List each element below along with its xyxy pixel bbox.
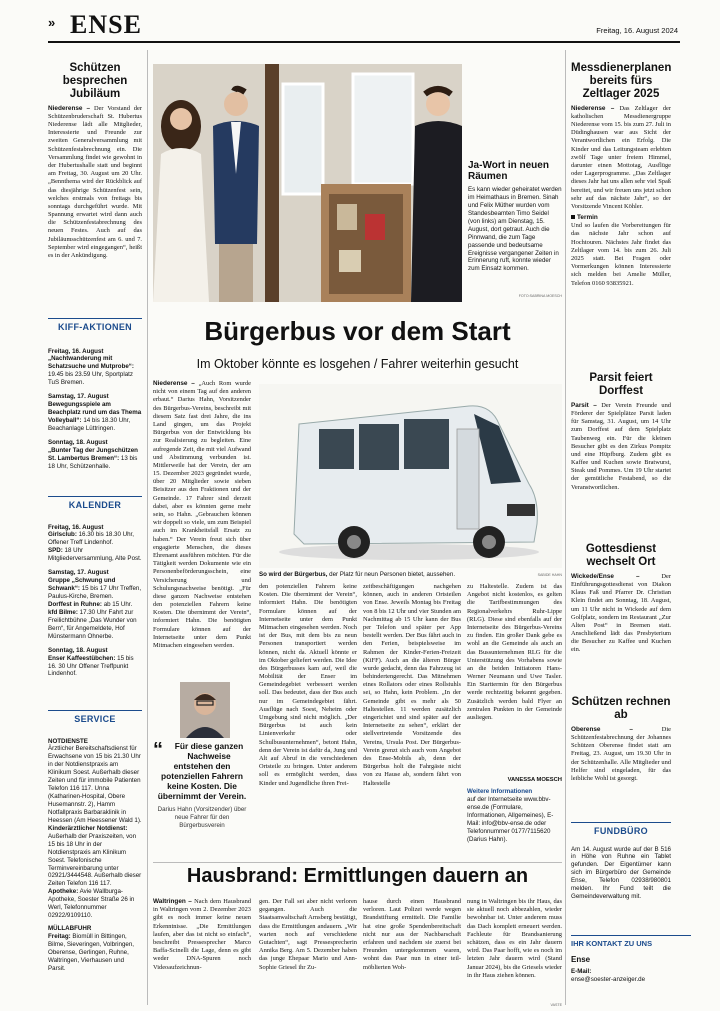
entry-title: Dorffest in Ruhne: (48, 600, 102, 608)
entry-text (48, 601, 142, 609)
box-fundbuero (571, 822, 671, 901)
kiff-list (48, 348, 142, 471)
hausbrand-col1 (153, 898, 251, 1008)
email-label: E-Mail: (571, 967, 592, 975)
body-text: Nach dem Hausbrand in Waltringen vom 2. Dezember 2023 gibt es noch immer keine neuen Erkenntnisse. „Die Ermittlungen laufen, aber das ist nicht so einfach“, beschreibt Pressesprecher Marco Baffa-Scinelli die Lage, denn es gibt weder DNA-Spuren noch Videoaufzeichnun- (153, 898, 251, 971)
bus-photo (259, 384, 562, 568)
fundbuero-text: Am 14. August wurde auf der B 516 in Höhe von Ruhne ein Tablet gefunden. Der Eigentümer kann sich im Bürgerbüro der Gemeinde Ense, Telefon 02938/980801 melden. Ihr Fund teilt die Gemeindeverwaltung mit. (571, 845, 671, 901)
hausbrand-col3: hause durch einen Hausbrand verloren. Laut Polizei werde wegen Brandstiftung ermittelt. Die Familie hat eine große Spendenbereitschaft nicht nur aus der Nachbarschaft erfahren und nachdem sie zuerst bei Freunden untergekommen waren, wohnt das Paar nun in einer teil-möblierten Woh- (363, 898, 461, 971)
kontakt-place: Ense (571, 954, 591, 964)
buergerbus-headline: Bürgerbus vor dem Start (204, 316, 511, 346)
buergerbus-col2: den potenziellen Fahrern keine Kosten. Die übernimmt der Verein“, informiert Hahn. Die benötigten Formulare können auf der Internetseite unter dem Punkt Mitmachen eingesehen werden. Noch ist der Bus, mit dem bis zu neun Personen transportiert werden können, nicht da. Aktuell könnte er im Oktober geliefert werden. Die Idee des Bürgerbusses kam auf, weil die Mobilität der Enser im Gemeindegebiet verbessert werden soll. Das bedeutet, dass der Bus auch nur im Gemeindegebiet fährt. Ausflüge nach Soest, Neheim oder Umgebung sind nicht möglich. „Der Bürgerbus ist auch kein Linienverkehr oder Schulbusunternehmen“, betont Hahn, denn der Verein ist dafür da, Jung und Alt auf Abruf in die verschiedenen Ortsteile zu bringen. Unter anderem soll es ermöglicht werden, dass Kinder und Jugendliche ihren Frei- (259, 583, 357, 787)
kalender-list (48, 524, 142, 679)
quote-mark-icon: “ (153, 739, 163, 761)
kicker: Waltringen – (153, 898, 192, 905)
buergerbus-col4 (467, 583, 562, 844)
kinder-head: Kinderärztlicher Notdienst: (48, 824, 128, 832)
muell-day: Freitag: (48, 933, 71, 941)
entry-date: Samstag, 17. August (48, 393, 109, 401)
article-schuetzen-jubilaeum (48, 62, 142, 260)
entry-title: SPD: (48, 547, 63, 555)
section-title: ENSE (70, 10, 142, 39)
entry-title: „Nachtwanderung mit Schatzsuche und Mutprobe“: (48, 355, 134, 371)
caption-text: Es kann wieder geheiratet werden im Heimathaus in Bremen. Sinah und Felix Müther wurden vom Standesbeamten Timo Seidel (von links) am Dienstag, 15. August, dort getraut. Auch die Pinnwand, die zum Tage passende und bedeutsame Ereignisse vergangener Zeiten in Erinnerung ruft, konnte wieder zum Einsatz kommen. (468, 186, 562, 273)
bus-caption-bold: So wird der Bürgerbus, (259, 571, 328, 578)
hausbrand-col4: nung in Waltringen bis ihr Haus, das sie aktuell noch abbezahlen, wieder bewohnbar ist. Unter anderem muss das Dach komplett erneuert werden. Fachleute für Brandsanierung schätzen, dass es ein Jahr dauern wird. Das Paar hofft, wie es noch im letzten Jahr dauern wird (Stand Januar 2024), bis die Griesels wieder in ihr Haus ziehen können. (467, 898, 562, 979)
box-kiff (48, 318, 142, 477)
entry-title: Enser Kaffeestübchen: (48, 654, 116, 662)
article-schuetzen-rechnen (571, 696, 671, 783)
hausbrand-col2: gen. Der Fall sei aber nicht verloren gegangen. Auch die Staatsanwaltschaft Arnsberg bestätigt, dass die Ermittlungen andauern. „Wir warten noch auf verschiedene Gutachten“, sagt Pressesprecherin Annika Berg. Am 5. Dezember haben das junge Ehepaar Mario und Ann-Sophie Griesel ihr Zu- (259, 898, 357, 971)
headline: Parsit feiert Dorffest (589, 372, 653, 397)
headline: Schützen besprechen Jubiläum (62, 62, 128, 100)
notdienste-head: NOTDIENSTE (48, 737, 88, 745)
bus-caption (259, 571, 499, 579)
body-text: Das Zeltlager der katholischen Messdienergruppe Niederense vom 15. bis zum 27. Juli in Düdinghausen war aus Sicht der Verantwortlichen ein Erfolg. Die Kinder und das Leitungsteam erlebten zwölf Tage unter freiem Himmel, darunter einen Mottotag, Ausflüge oder Lagerprogramme. „Das Zeltlager dieses Jahr hat uns allen sehr viel Spaß bereitet, und wir freuen uns jetzt schon sehr auf das nächste Jahr“, so der Vorsitzende Vincent Köhler. (571, 104, 671, 210)
entry-text (48, 447, 142, 471)
termin-head: Termin (571, 214, 671, 222)
body-text: Der Vorstand der Schützenbruderschaft St. Hubertus Niederense lädt alle Mitglieder, Interessierte und Freunde zur zweiten Generalversammlung mit Schützenfestabrechnung ein. Die Versammlung findet wie gewohnt in der Hubertushalle statt und beginnt am Freitag, 30. August um 20 Uhr. „Bennthema wird der Rückblick auf das diesjährige Schützenfest sein, welches erstmals von freitags bis sonntags durchgeführt wurde. Mit Spannung erwartet wird dann auch die Schützenfestabrechnung des neuen Festes. Auch auf das Jubiläumsschützenfest am 6. und 7. September wird eingegangen“, heißt es in der Ankündigung. (48, 104, 142, 259)
entry-detail: 15 bis 16. 30 Uhr Offener Treffpunkt Lindenhof. (48, 654, 134, 678)
entry-title: kfd Bilme: (48, 608, 78, 616)
bus-caption-text: der Platz für neun Personen bietet, aussehen. (327, 571, 456, 578)
entry-title: Bewegungsspiele am Beachplatz rund um das Thema Volleyball“: (48, 401, 142, 425)
quote-author: Darius Hahn (Vorsitzender) über neue Fahrer für den Bürgerbusverein (157, 806, 247, 830)
entry-title: Girlsclub: (48, 531, 77, 539)
apotheke-head: Apotheke: (48, 888, 79, 896)
entry-date: Sonntag, 18. August (48, 646, 108, 654)
entry-detail: 16.30 bis 18.30 Uhr, Offener Treff Lindenhof. (48, 531, 134, 547)
box-title: FUNDBÜRO (571, 822, 671, 838)
kicker: Wickede/Ense – (571, 572, 640, 580)
entry-text (48, 401, 142, 433)
entry-date: Freitag, 16. August (48, 523, 104, 531)
author: VANESSA MOESCH (507, 777, 562, 783)
muell-head: MÜLLABFUHR (48, 925, 92, 933)
caption-headline: Ja-Wort in neuen Räumen (468, 160, 549, 182)
portrait-image (180, 682, 230, 738)
kicker: Niederense – (571, 104, 615, 112)
pull-quote (153, 739, 251, 830)
hausbrand-credit: VASTE (550, 1003, 562, 1007)
entry-text (48, 355, 142, 387)
kalender-entry (48, 569, 142, 640)
entry-detail: 18 Uhr Mitgliederversammlung, Alte Post. (48, 547, 142, 563)
box-kontakt (571, 935, 691, 984)
entry-text (48, 531, 142, 547)
entry-detail: ab 15 Uhr. (101, 600, 133, 608)
muell-text: Biomüll in Bittingen, Bilme, Sieveringen, Volbringen, Oberense, Gerlingen, Ruhne, Waltringen, Vierhausen und Parsit. (48, 933, 134, 972)
email-link[interactable]: ense@soester-anzeiger.de (571, 975, 646, 983)
square-bullet-icon (571, 215, 575, 219)
headline: Schützen rechnen ab (571, 696, 671, 721)
wedding-photo (153, 64, 462, 302)
entry-title: Gruppe „Schwung und Schwank“: (48, 577, 116, 593)
kiff-entry (48, 439, 142, 471)
kicker: Oberense – (571, 725, 633, 733)
entry-detail: 15 bis 17 Uhr Treffen, Paulus-Kirche, Bremen. (48, 585, 142, 601)
buergerbus-col3: zeitbeschäftigungen nachgehen können, auch in anderen Ortsteilen von Ense. Jeweils Montag bis Freitag von 8 bis 12 Uhr und vier Stunden am Nachmittag ab 15 Uhr kann der Bus per Telefon und später per App bestellt werden. Der Bus fährt auch in den Ferien, beispielsweise im Rahmen der Kinder-Ferien-Freizeit (KiFF). Auch an die älteren Bürger wurde gedacht, denn das Fahrzeug ist behindertengerecht. Das Mitnehmen eines Rollators oder eines Rollstuhls sei, so Hahn, kein Problem. „In der Gemeinde gibt es mehr als 50 Haltestellen. 11 werden zusätzlich eingerichtet und sind später auf der Internetseite zu sehen“, erklärt der stellvertretende Vorsitzende des Vereins, Ursula Post. Der Bürgerbus-Verein grenzt sich auch vom Angebot des Ense-Mobils ab, denn der Bürgerbus holt die Fahrgäste nicht von zu Hause ab, sondern fährt von Haltestelle (363, 583, 461, 787)
wedding-photo-image (153, 64, 462, 302)
entry-date: Samstag, 17. August (48, 569, 109, 577)
box-title: KIFF-AKTIONEN (48, 318, 142, 334)
kinder-text: Außerhalb der Praxiszeiten, von 15 bis 18 Uhr in der Notdienstpraxis am Klinikum Soest. Telefonische Terminvereinbarung unter 02921/3444548. Außerhalb dieser Zeiten Telefon 116 117. (48, 832, 142, 888)
info-head: Weitere Informationen (467, 788, 533, 796)
entry-detail: 17.30 Uhr Fahrt zur Freilichtbühne „Das Wunder von Bern“, für Angemeldete, Hof Münstermann Ohnerbe. (48, 608, 137, 640)
buergerbus-subheadline: Im Oktober könnte es losgehen / Fahrer weiterhin gesucht (196, 357, 519, 371)
photo-caption (468, 160, 562, 273)
box-title: KALENDER (48, 496, 142, 512)
headline: Gottesdienst wechselt Ort (585, 543, 657, 568)
bus-credit: SABIDE HAHN (537, 573, 562, 577)
photo-credit: FOTO:SABRINA MOESCH (518, 294, 562, 298)
kiff-entry (48, 393, 142, 433)
hausbrand-headline: Hausbrand: Ermittlungen dauern an (186, 865, 529, 887)
body-text: Der Einführungsgottesdienst von Diakon Klaus Faß und Pfarrer Dr. Christian Klein findet am Sonntag, 18. August, um 11 Uhr nicht in Wickede auf dem Golfplatz, sondern im Restaurant „Zur Alten Post“ in Bremen statt. Anschließend lädt das Presbyterium die Besucher zu Kaffee und Kuchen ein. (571, 572, 671, 654)
box-service (48, 710, 142, 973)
section-arrow: » (48, 15, 56, 30)
kontakt-title: IHR KONTAKT ZU UNS (571, 935, 691, 949)
box-title: SERVICE (48, 710, 142, 726)
box-kalender (48, 496, 142, 684)
left-column-divider (147, 50, 148, 1005)
darius-hahn-portrait (180, 682, 230, 738)
entry-text (48, 655, 142, 679)
kicker: Niederense – (153, 380, 195, 387)
kalender-entry (48, 524, 142, 564)
article-messdiener (571, 62, 671, 288)
hausbrand-rule (153, 862, 562, 863)
kalender-entry (48, 647, 142, 679)
body-text: Die Schützenfestabrechnung der Johannes Schützen Oberense findet statt am Freitag, 23. August, um 19.30 Uhr in der Schützenhalle. Alle Mitglieder und Helfer sind eingeladen, für das leibliche Wohl ist gesorgt. (571, 725, 671, 782)
body-text: zu Haltestelle. Zudem ist das Angebot nicht kostenlos, es gelten die Tarifbestimmungen des Regionalverkehrs Ruhr-Lippe (RLG). Diese sind ebenfalls auf der Internetseite des Bürgerbus-Vereins zu finden. Ein großer Dank gebe es wohl an die Gemeinde als auch an das Bussunternehmen RLG für die Unterstützung des Vorhabens sowie an die beiden Initiatoren Hans-Werner Neumann und Uwe Tasler. Ein Starttermin für den Bürgerbus werde rechtzeitig bekannt gegeben. Zusätzlich werden bald Flyer an zentralen Punkten in der Gemeinde ausliegen. (467, 583, 562, 721)
bus-image (259, 384, 562, 568)
right-column-divider (565, 50, 566, 1005)
entry-text (48, 577, 142, 601)
entry-text (48, 547, 142, 563)
kicker: Niederense – (48, 104, 91, 112)
apotheke-text: Avie Wallburga-Apotheke, Soester Straße 26 in Werl, Telefonnummer 02922/9109110. (48, 888, 135, 920)
info-text: auf der Internetseite www.bbv-ense.de (Formulare, Informationen, Allgemeines), E-Mail: info@bbv-ense.de oder Telefonnummer 0177/7115620 (Darius Hahn). (467, 796, 554, 844)
kicker: Parsit – (571, 401, 597, 409)
article-gottesdienst (571, 543, 671, 655)
quote-text: Für diese ganzen Nachweise entstehen den potenziellen Fahrern keine Kosten. Die übernimmt der Verein. (157, 741, 247, 801)
entry-text (48, 609, 142, 641)
entry-date: Freitag, 16. August (48, 347, 104, 355)
headline: Messdienerplanen bereits fürs Zeltlager 2025 (571, 62, 672, 100)
notdienste-text: Ärztlicher Bereitschaftsdienst für Erwachsene von 15 bis 21.30 Uhr in der Notdienstpraxis am Klinikum Soest. Außerhalb dieser Zeiten und für immobile Patienten Telefon 116 117. Unna (Katharinen-Hospital, Obere Husemannstr. 2), Hamm Notfallpraxis Barbaraklinik in Heessen (Am Heessener Wald 1). (48, 745, 142, 824)
entry-detail: 14 bis 18.30 Uhr, Beachanlage Lüttringen. (48, 417, 131, 432)
entry-detail: 19.45 bis 23.59 Uhr, Sportplatz TuS Bremen. (48, 371, 133, 387)
buergerbus-col1 (153, 380, 251, 680)
entry-detail: 13 bis 18 Uhr, Schützenhalle. (48, 454, 138, 470)
termin-text: Und so laufen die Vorbereitungen für das nächste Jahr schon auf Hochtouren. Nächstes Jahr findet das Zeltlager vom 14. bis zum 26. Juli 2025 statt. Bei Fragen oder Vormerkungen können Interessierte sich melden bei Amelie Müller, Telefon 0160 93835921. (571, 222, 671, 287)
header-rule (48, 41, 680, 43)
issue-date: Freitag, 16. August 2024 (596, 26, 678, 35)
kiff-entry (48, 348, 142, 388)
entry-date: Sonntag, 18. August (48, 438, 108, 446)
entry-title: „Bunter Tag der Jungschützen St. Lambertus Bremen“: (48, 446, 138, 462)
body-text: Der Verein Freunde und Förderer der Spielplätze Parsit laden für Samstag, 31. August, um 14 Uhr zum Dorffest auf dem Spielplatz Taubenweg ein. Für die kleinen Besucher gibt es den Zirkus Pompitz und eine Hüpfburg. Zudem gibt es Kaffee und Kuchen sowie Bratwurst, Steak und Pommes. Um 19 Uhr startet der gemütliche Festabend, so die Veranstwortlichen. (571, 401, 671, 491)
body-text: „Auch Rom wurde nicht von einem Tag auf den anderen erbaut.“ Darius Hahn, Vorsitzender des Bürgerbus-Vereins, beschreibt mit diesem Satz fast drei Jahre, die ins Land gingen, um das Projekt Bürgerbus von der Entwicklung bis zur Realisierung zu begleiten. Eine aufregende Zeit, die mit viel Aufwand und Abstimmung verbunden ist. Mittlerweile hat der Verein, der am 15. Dezember 2023 gegründet wurde, über 20 Mitglieder sowie sieben Beisitzer aus den Fraktionen und der Gemeinde. 17 Fahrer sind derzeit dabei, aber es könnten gerne mehr sein, so Hahn. „Gebrauchen können wir doppelt so viele, um zum Beispiel auch im Krankheitsfall Ersatz zu haben.“ Der Verein freut sich über engagierte Menschen, die dieses Ehrenamt ausführen möchten. Für die Tätigkeit werden Dokumente wie ein Personenbeförderungsschein, eine Versicherung und Schulungsnachweise benötigt. „Für diese ganzen Nachweise entstehen den potenziellen Fahrern keine Kosten. Die übernimmt der Verein“, informiert Hahn. Die benötigten Formulare können auf der Internetseite unter dem Punkt Mitmachen eingesehen werden. (153, 380, 251, 649)
article-parsit (571, 372, 671, 492)
